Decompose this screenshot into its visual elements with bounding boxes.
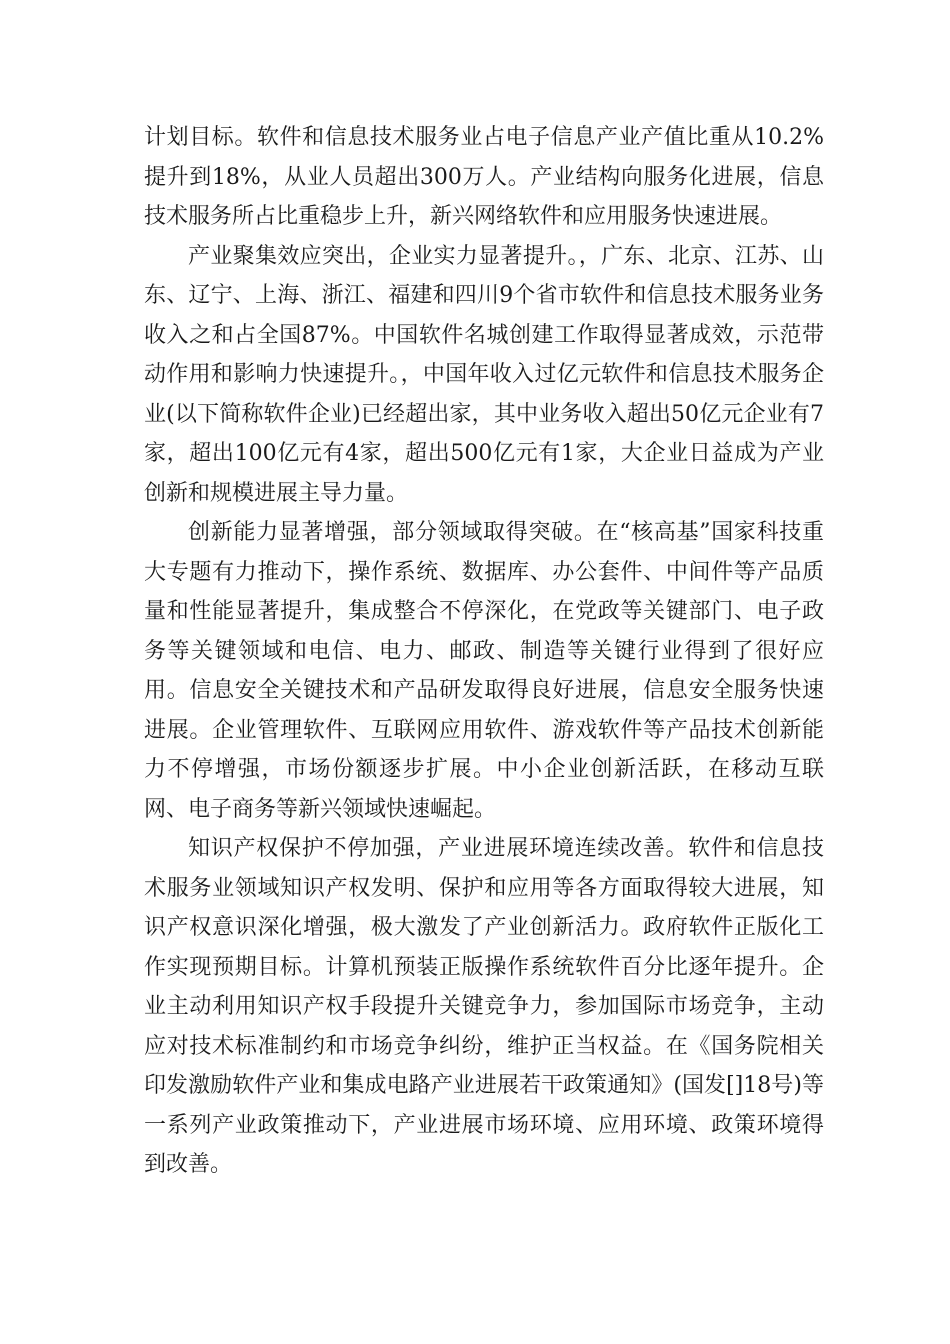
document-body: [144, 118, 824, 1185]
paragraph-innovation: 创新能力显著增强，部分领域取得突破。在“核高基”国家科技重大专题有力推动下，操作系统、数据库、办公套件、中间件等产品质量和性能显著提升，集成整合不停深化，在党政等关键部门、电子政务等关键领域和电信、电力、邮政、制造等关键行业得到了很好应用。信息安全关键技术和产品研发取得良好进展，信息安全服务快速进展。企业管理软件、互联网应用软件、游戏软件等产品技术创新能力不停增强，市场份额逐步扩展。中小企业创新活跃，在移动互联网、电子商务等新兴领域快速崛起。: [144, 520, 824, 822]
paragraph-industry-cluster: 产业聚集效应突出，企业实力显著提升。，广东、北京、江苏、山东、辽宁、上海、浙江、福建和四川9个省市软件和信息技术服务业务收入之和占全国87%。中国软件名城创建工作取得显著成效，示范带动作用和影响力快速提升。，中国年收入过亿元软件和信息技术服务企业(以下简称软件企业)已经超出家，其中业务收入超出50亿元企业有7家，超出100亿元有4家，超出500亿元有1家，大企业日益成为产业创新和规模进展主导力量。: [144, 243, 824, 506]
paragraph-continued: 计划目标。软件和信息技术服务业占电子信息产业产值比重从10.2%提升到18%，从业人员超出300万人。产业结构向服务化进展，信息技术服务所占比重稳步上升，新兴网络软件和应用服务快速进展。: [144, 125, 824, 229]
paragraph-intellectual-property: 知识产权保护不停加强，产业进展环境连续改善。软件和信息技术服务业领域知识产权发明、保护和应用等各方面取得较大进展，知识产权意识深化增强，极大激发了产业创新活力。政府软件正版化工作实现预期目标。计算机预装正版操作系统软件百分比逐年提升。企业主动利用知识产权手段提升关键竞争力，参加国际市场竞争，主动应对技术标准制约和市场竞争纠纷，维护正当权益。在《国务院相关印发激励软件产业和集成电路产业进展若干政策通知》(国发[]18号)等一系列产业政策推动下，产业进展市场环境、应用环境、政策环境得到改善。: [144, 836, 824, 1177]
